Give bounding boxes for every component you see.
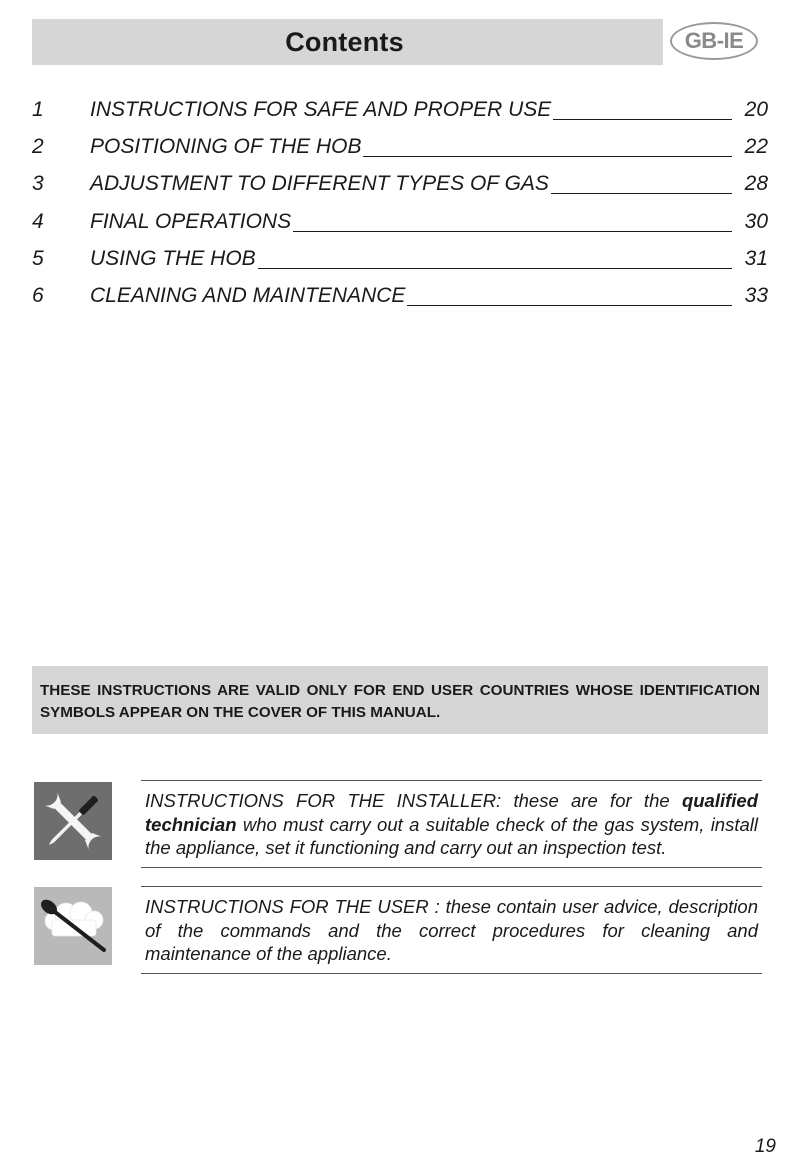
toc-title: ADJUSTMENT TO DIFFERENT TYPES OF GAS (90, 172, 549, 195)
spoon-chef-hat-icon (34, 887, 112, 965)
page-number: 19 (754, 1136, 776, 1157)
contents-header-bar (32, 19, 663, 65)
user-instructions-text: INSTRUCTIONS FOR THE USER : these contain user advice, description of the commands and the correct procedures for cleaning and maintenance of the appliance. (141, 886, 762, 974)
toc-title: INSTRUCTIONS FOR SAFE AND PROPER USE (90, 98, 552, 121)
toc-page: 20 (744, 98, 768, 121)
toc-entry[interactable] (32, 135, 768, 165)
toc-number: 6 (32, 284, 44, 307)
page-title: Contents (285, 26, 404, 57)
toc-number: 4 (32, 210, 44, 233)
toc-leader-line (407, 305, 732, 306)
toc-number: 5 (32, 247, 44, 270)
toc-leader-line (553, 119, 732, 120)
toc-page: 30 (744, 210, 768, 233)
toc-entry[interactable] (32, 98, 768, 128)
installer-text-intro: INSTRUCTIONS FOR THE INSTALLER: these are for the (145, 790, 682, 811)
toc-page: 28 (744, 172, 768, 195)
installer-text-emphasis: qualified technician (145, 790, 758, 835)
wrench-screwdriver-icon (34, 782, 112, 860)
toc-leader-line (551, 193, 732, 194)
toc-leader-line (363, 156, 732, 157)
toc-entry[interactable] (32, 210, 768, 240)
toc-leader-line (258, 268, 732, 269)
validity-notice: THESE INSTRUCTIONS ARE VALID ONLY FOR END USER COUNTRIES WHOSE IDENTIFICATION SYMBOLS APPEAR ON THE COVER OF THIS MANUAL. (32, 666, 768, 734)
toc-entry[interactable] (32, 247, 768, 277)
toc-page: 33 (744, 284, 768, 307)
toc-title: CLEANING AND MAINTENANCE (90, 284, 406, 307)
toc-number: 2 (32, 135, 44, 158)
region-badge: GB-IE (670, 22, 758, 60)
toc-entry[interactable] (32, 172, 768, 202)
toc-page: 31 (744, 247, 768, 270)
toc-title: FINAL OPERATIONS (90, 210, 292, 233)
toc-title: USING THE HOB (90, 247, 256, 270)
toc-page: 22 (744, 135, 768, 158)
toc-title: POSITIONING OF THE HOB (90, 135, 362, 158)
installer-text-rest: who must carry out a suitable check of the gas system, install the appliance, set it functioning and carry out an inspection test. (145, 813, 758, 858)
toc-number: 1 (32, 98, 44, 121)
toc-leader-line (293, 231, 732, 232)
installer-instructions-text (141, 780, 762, 868)
toc-number: 3 (32, 172, 44, 195)
toc-entry[interactable] (32, 284, 768, 314)
